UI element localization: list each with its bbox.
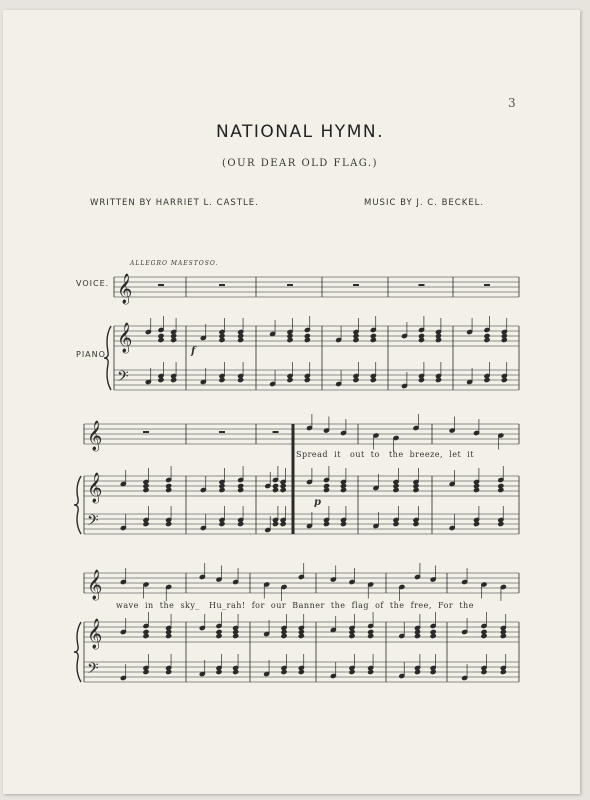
- note-head: [418, 333, 424, 338]
- subtitle: (OUR DEAR OLD FLAG.): [221, 158, 379, 169]
- note-head: [166, 483, 172, 488]
- lyrics-line-2: wave in the sky_ Hu_rah! for our Banner the flag of the free, For the: [116, 601, 474, 610]
- brace-icon: [74, 622, 81, 682]
- note-head: [481, 629, 487, 634]
- note-head: [143, 629, 149, 634]
- treble-clef-icon: 𝄞: [87, 421, 103, 451]
- note-head: [238, 483, 244, 488]
- treble-clef-icon: 𝄞: [87, 473, 103, 503]
- bass-clef-icon: 𝄢: [87, 512, 99, 533]
- tempo-marking: ALLEGRO MAESTOSO.: [130, 260, 219, 267]
- note-head: [304, 333, 310, 338]
- rest-icon: [353, 284, 359, 286]
- rest-icon: [287, 284, 293, 286]
- lyricist-credit: WRITTEN BY HARRIET L. CASTLE.: [90, 198, 259, 208]
- note-head: [368, 629, 374, 634]
- bass-clef-icon: 𝄢: [117, 368, 129, 389]
- page-title: NATIONAL HYMN.: [216, 122, 384, 142]
- brace-icon: [74, 476, 81, 534]
- note-head: [484, 333, 490, 338]
- rest-icon: [419, 284, 425, 286]
- rest-icon: [143, 431, 149, 433]
- brace-icon: [104, 326, 111, 390]
- bass-clef-icon: 𝄢: [87, 660, 99, 681]
- page-number: 3: [508, 96, 516, 110]
- treble-clef-icon: 𝄞: [117, 274, 133, 304]
- note-head: [158, 333, 164, 338]
- piano-label: PIANO.: [76, 350, 110, 359]
- note-head: [430, 629, 436, 634]
- dynamic-piano: p: [314, 497, 321, 508]
- composer-credit: MUSIC BY J. C. BECKEL.: [364, 198, 485, 208]
- treble-clef-icon: 𝄞: [87, 570, 103, 600]
- rest-icon: [158, 284, 164, 286]
- voice-label: VOICE.: [76, 279, 110, 288]
- rest-icon: [273, 431, 279, 433]
- rest-icon: [219, 431, 225, 433]
- rest-icon: [219, 284, 225, 286]
- note-head: [323, 483, 329, 488]
- treble-clef-icon: 𝄞: [117, 323, 133, 353]
- rest-icon: [484, 284, 490, 286]
- dynamic-forte: f: [191, 346, 196, 357]
- note-head: [272, 483, 278, 488]
- note-head: [216, 629, 222, 634]
- note-head: [370, 333, 376, 338]
- lyrics-line-1: Spread it out to the breeze, let it: [296, 450, 475, 459]
- note-head: [498, 483, 504, 488]
- treble-clef-icon: 𝄞: [87, 619, 103, 649]
